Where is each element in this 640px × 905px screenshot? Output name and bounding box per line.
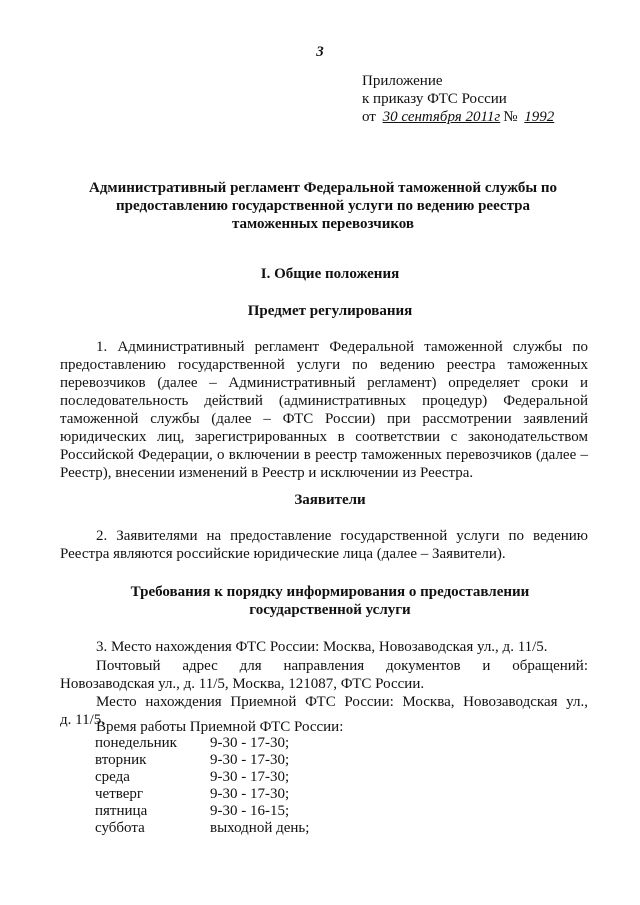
schedule-hours: 9-30 - 16-15; (210, 803, 290, 819)
hours-label: Время работы Приемной ФТС России: (96, 719, 344, 735)
schedule-day: вторник (95, 752, 147, 768)
appendix-from: от (362, 109, 376, 125)
paragraph-2: 2. Заявителями на предоставление государственной услуги по ведению Реестра являются российские юридические лица (далее – Заявители). (60, 528, 588, 562)
schedule-hours: 9-30 - 17-30; (210, 786, 290, 802)
document-title: Административный регламент Федеральной таможенной службы по предоставлению государственной услуги по ведению реестра таможенных перевозчиков (88, 180, 557, 232)
schedule-day: четверг (95, 786, 144, 802)
applicants-heading: Заявители (294, 492, 366, 508)
schedule-day: понедельник (95, 735, 177, 751)
page-number: 3 (316, 44, 324, 60)
appendix-number: 1992 (524, 109, 555, 125)
appendix-no-sign: № (503, 109, 518, 125)
appendix-date: 30 сентября 2011г (382, 109, 501, 125)
schedule-hours: 9-30 - 17-30; (210, 752, 290, 768)
appendix-line1: Приложение (362, 73, 443, 89)
appendix-line3 (362, 108, 557, 126)
schedule-row (95, 820, 309, 837)
schedule-day: пятница (95, 803, 148, 819)
paragraph-1: 1. Административный регламент Федеральной таможенной службы по предоставлению государственной услуги по ведению реестра таможенных перевозчиков (далее – Административный регламент) определяет сроки и последовательность действий (административных процедур) Федеральной таможенной службы (далее – ФТС России) при рассмотрении заявлений юридических лиц, зарегистрированных в соответствии с законодательством Российской Федерации, о включении в реестр таможенных перевозчиков (далее – Реестр), внесении изменений в Реестр и исключении из Реестра. (60, 339, 588, 481)
info-heading-line2: государственной услуги (249, 602, 411, 618)
subject-heading: Предмет регулирования (247, 303, 413, 319)
paragraph-4-line1: Почтовый адрес для направления документов и обращений: (96, 658, 588, 674)
paragraph-3: 3. Место нахождения ФТС России: Москва, Новозаводская ул., д. 11/5. (96, 639, 548, 655)
schedule-hours: выходной день; (210, 820, 310, 836)
schedule-row (95, 769, 309, 786)
paragraph-5-line1: Место нахождения Приемной ФТС России: Москва, Новозаводская ул., (96, 694, 588, 710)
paragraph-5-line2: д. 11/5. (60, 712, 105, 728)
appendix-line2: к приказу ФТС России (362, 91, 507, 107)
schedule-day: среда (95, 769, 130, 785)
schedule-hours: 9-30 - 17-30; (210, 769, 290, 785)
appendix-block (362, 72, 557, 126)
paragraph-4-line2: Новозаводская ул., д. 11/5, Москва, 121087, ФТС России. (60, 676, 425, 692)
schedule-day: суббота (95, 820, 145, 836)
schedule-table (95, 735, 309, 837)
section-heading: I. Общие положения (260, 266, 400, 282)
info-heading-line1: Требования к порядку информирования о предоставлении (130, 584, 530, 600)
schedule-row (95, 752, 309, 769)
schedule-row (95, 786, 309, 803)
schedule-row (95, 735, 309, 752)
schedule-hours: 9-30 - 17-30; (210, 735, 290, 751)
schedule-row (95, 803, 309, 820)
